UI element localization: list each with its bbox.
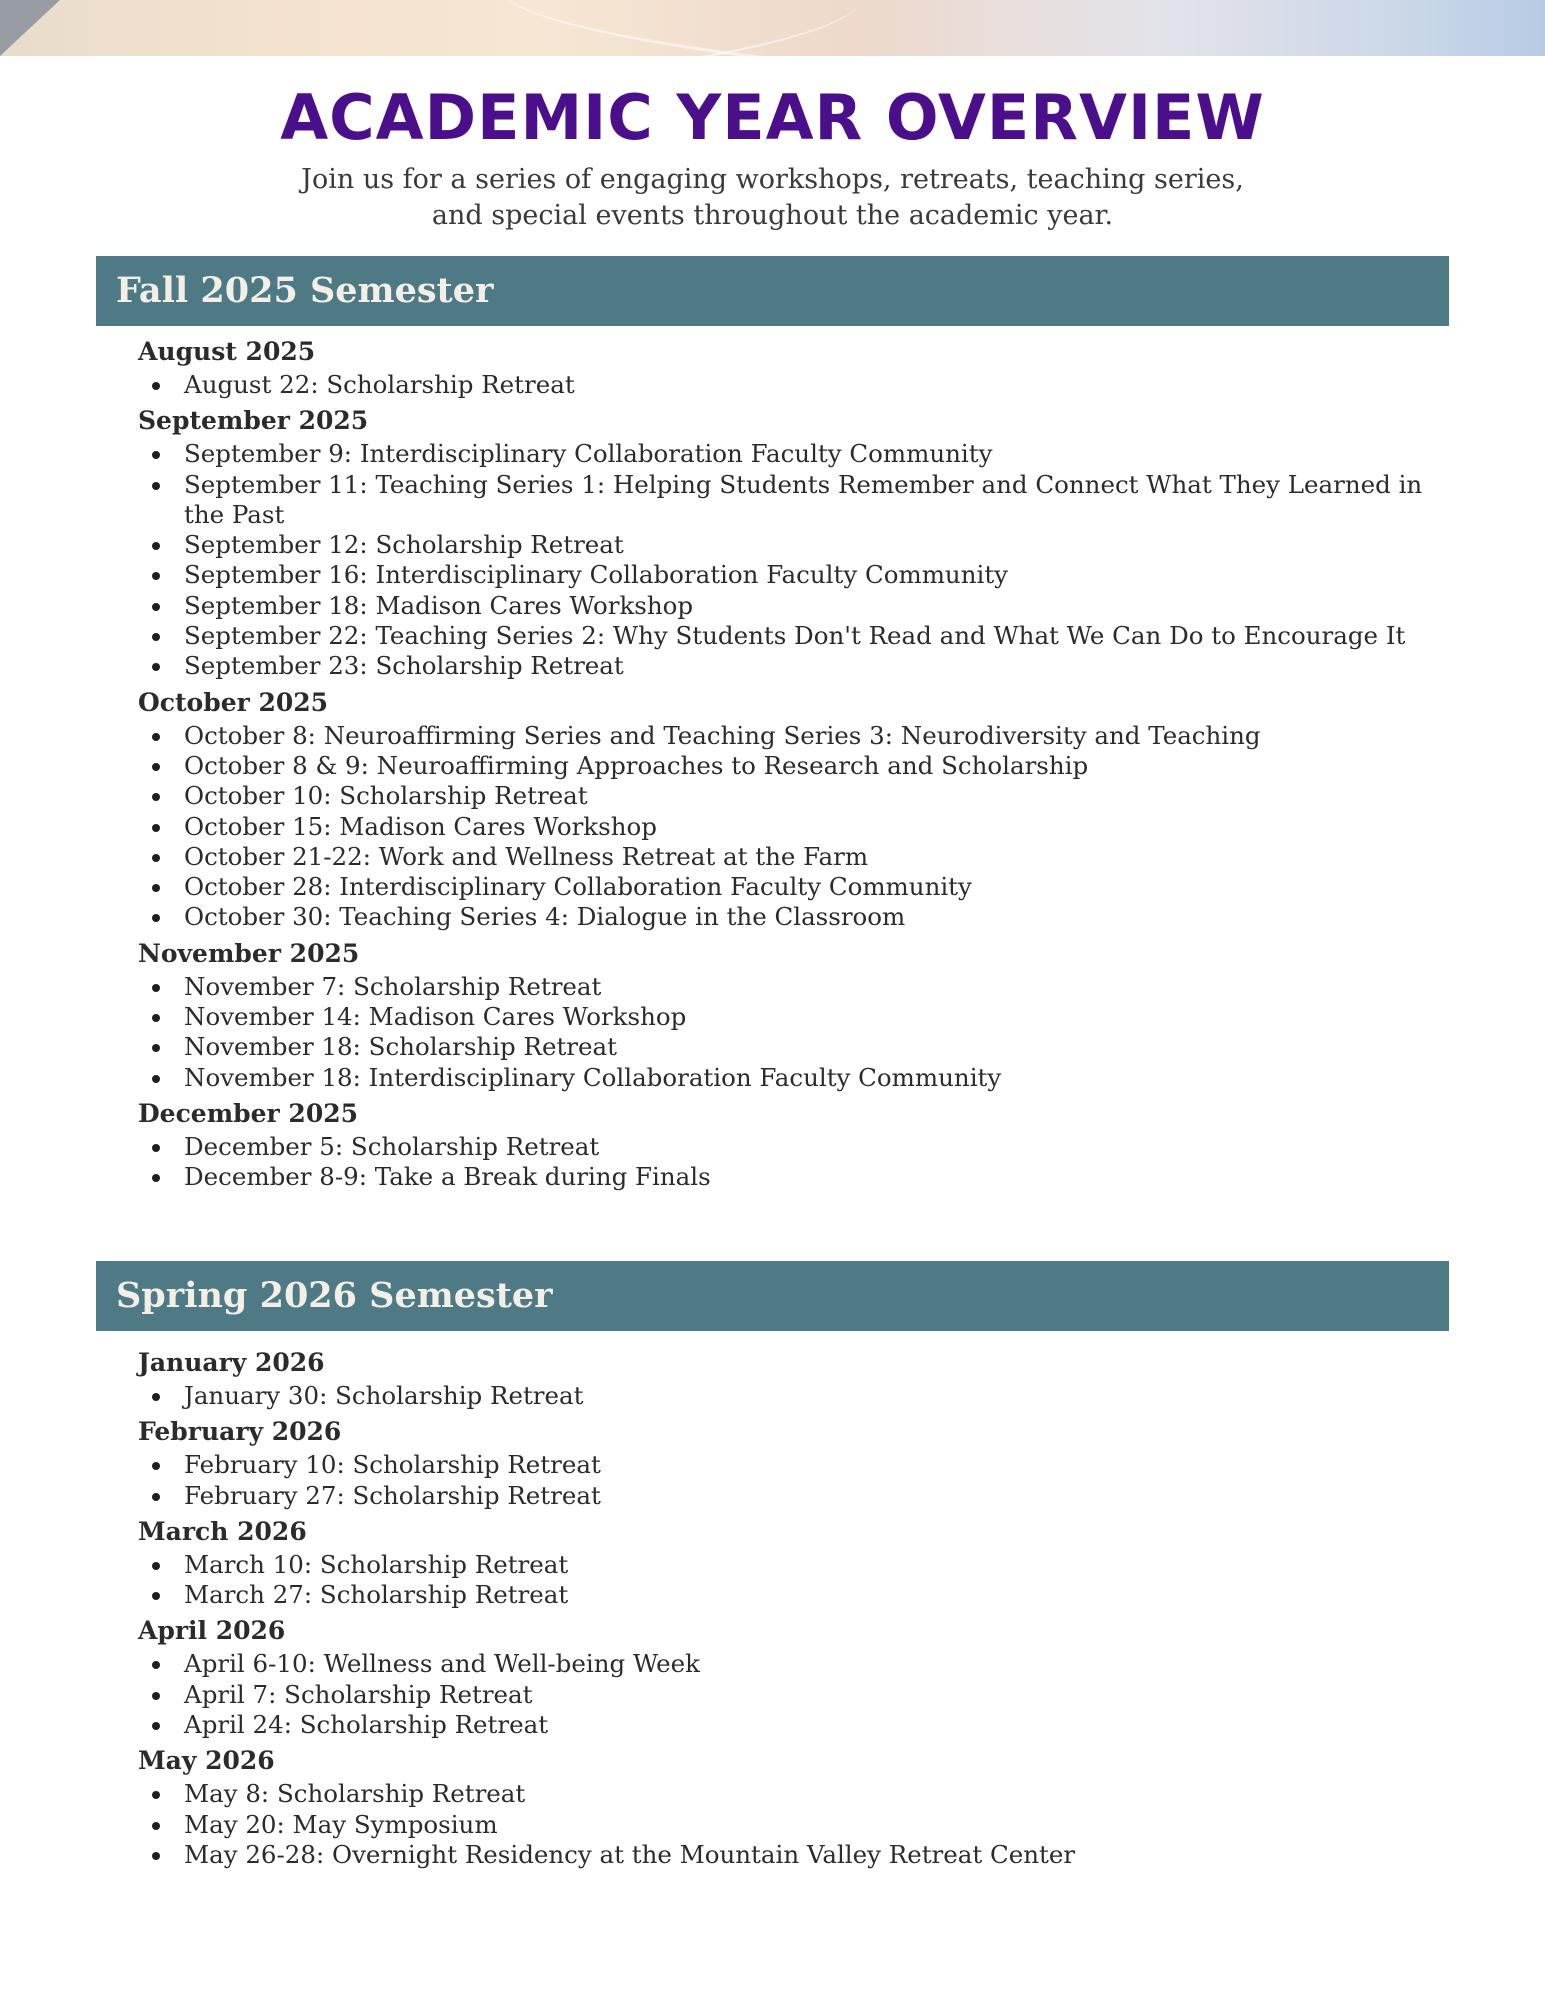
month-heading: September 2025: [138, 406, 369, 436]
fall-semester-bar: [96, 256, 1449, 326]
spring-semester-schedule: [138, 1346, 1438, 1874]
event-item: [138, 781, 1424, 811]
event-text: October 8 & 9: Neuroaffirming Approaches to Research and Scholarship: [184, 750, 1089, 780]
event-text: April 6-10: Wellness and Well-being Week: [184, 1649, 700, 1679]
event-text: December 8-9: Take a Break during Finals: [184, 1162, 711, 1192]
event-list: [138, 439, 1438, 681]
spring-semester-title: Spring 2026 Semester: [116, 1275, 553, 1316]
subtitle-line: Join us for a series of engaging workshops, retreats, teaching series,: [301, 164, 1244, 195]
bullet-icon: [152, 633, 160, 641]
event-text: November 14: Madison Cares Workshop: [184, 1002, 687, 1032]
bullet-icon: [152, 1722, 160, 1730]
event-item: [138, 1132, 1424, 1162]
bullet-icon: [152, 733, 160, 741]
month-heading: March 2026: [138, 1516, 307, 1546]
bullet-icon: [152, 854, 160, 862]
event-text: November 18: Interdisciplinary Collaboration Faculty Community: [184, 1062, 1002, 1092]
event-item: [138, 560, 1424, 590]
event-item: [138, 591, 1424, 621]
month-heading: January 2026: [138, 1348, 325, 1377]
event-list: [138, 1649, 1438, 1740]
fall-semester-title: Fall 2025 Semester: [116, 270, 494, 311]
bullet-icon: [152, 1075, 160, 1083]
month-heading: February 2026: [138, 1417, 342, 1447]
event-item: [138, 1450, 1424, 1480]
event-list: [138, 1381, 1438, 1411]
bullet-icon: [152, 603, 160, 611]
bullet-icon: [152, 1393, 160, 1401]
event-text: September 18: Madison Cares Workshop: [184, 590, 694, 620]
event-text: October 10: Scholarship Retreat: [184, 781, 588, 811]
event-text: August 22: Scholarship Retreat: [184, 370, 575, 399]
month-heading: May 2026: [138, 1746, 275, 1776]
bullet-icon: [152, 663, 160, 671]
event-text: May 26-28: Overnight Residency at the Mountain Valley Retreat Center: [184, 1839, 1076, 1869]
event-item: [138, 721, 1424, 751]
event-list: [138, 1450, 1438, 1511]
event-list: [138, 721, 1438, 933]
event-item: [138, 1840, 1424, 1870]
top-banner: [0, 0, 1545, 56]
event-item: [138, 872, 1424, 902]
event-text: September 23: Scholarship Retreat: [184, 651, 624, 681]
event-item: [138, 1810, 1424, 1840]
month-heading: November 2025: [138, 938, 360, 968]
event-item: [138, 812, 1424, 842]
bullet-icon: [152, 1493, 160, 1501]
event-list: [138, 1550, 1438, 1611]
event-text: October 28: Interdisciplinary Collaboration Faculty Community: [184, 872, 972, 902]
event-item: [138, 1162, 1424, 1192]
event-item: [138, 972, 1424, 1002]
bullet-icon: [152, 884, 160, 892]
event-item: [138, 1779, 1424, 1809]
bullet-icon: [152, 1692, 160, 1700]
event-item: [138, 1680, 1424, 1710]
page-header: [0, 78, 1545, 234]
event-text: October 21-22: Work and Wellness Retreat at the Farm: [184, 841, 869, 871]
spring-semester-bar: [96, 1261, 1449, 1331]
event-text: December 5: Scholarship Retreat: [184, 1131, 600, 1161]
month-heading: October 2025: [138, 687, 329, 717]
event-item: [138, 370, 1424, 400]
event-list: [138, 1779, 1438, 1870]
event-text: September 22: Teaching Series 2: Why Students Don't Read and What We Can Do to Encourage It: [184, 621, 1406, 651]
event-text: February 27: Scholarship Retreat: [184, 1480, 601, 1510]
page-title: ACADEMIC YEAR OVERVIEW: [280, 81, 1265, 154]
bullet-icon: [152, 1661, 160, 1669]
bullet-icon: [152, 1014, 160, 1022]
bullet-icon: [152, 542, 160, 550]
event-text: March 10: Scholarship Retreat: [184, 1549, 569, 1579]
event-text: September 9: Interdisciplinary Collaboration Faculty Community: [184, 439, 993, 469]
fall-semester-schedule: [138, 335, 1438, 1197]
event-item: [138, 1063, 1424, 1093]
event-item: [138, 842, 1424, 872]
event-text: May 8: Scholarship Retreat: [184, 1779, 526, 1809]
bullet-icon: [152, 1822, 160, 1830]
bullet-icon: [152, 1044, 160, 1052]
bullet-icon: [152, 1791, 160, 1799]
event-item: [138, 751, 1424, 781]
event-text: October 8: Neuroaffirming Series and Teaching Series 3: Neurodiversity and Teaching: [184, 720, 1261, 750]
event-item: [138, 1032, 1424, 1062]
bullet-icon: [152, 763, 160, 771]
event-item: [138, 651, 1424, 681]
event-text: November 7: Scholarship Retreat: [184, 971, 602, 1001]
event-list: [138, 1132, 1438, 1193]
subtitle-line: and special events throughout the academic year.: [431, 200, 1114, 231]
event-text: May 20: May Symposium: [184, 1809, 498, 1839]
event-text: October 30: Teaching Series 4: Dialogue in the Classroom: [184, 902, 906, 932]
bullet-icon: [152, 482, 160, 490]
event-text: November 18: Scholarship Retreat: [184, 1032, 617, 1062]
event-item: [138, 1580, 1424, 1610]
event-item: [138, 1481, 1424, 1511]
month-heading: August 2025: [138, 337, 316, 366]
event-list: [138, 370, 1438, 400]
bullet-icon: [152, 572, 160, 580]
event-item: [138, 470, 1424, 531]
event-text: February 10: Scholarship Retreat: [184, 1450, 601, 1480]
event-item: [138, 621, 1424, 651]
bullet-icon: [152, 382, 160, 390]
month-heading: April 2026: [138, 1616, 286, 1646]
bullet-icon: [152, 914, 160, 922]
bullet-icon: [152, 1592, 160, 1600]
event-item: [138, 902, 1424, 932]
event-text: September 11: Teaching Series 1: Helping Students Remember and Connect What They Learned in the Past: [184, 469, 1423, 529]
event-list: [138, 972, 1438, 1093]
bullet-icon: [152, 1174, 160, 1182]
bullet-icon: [152, 984, 160, 992]
bullet-icon: [152, 824, 160, 832]
event-item: [138, 530, 1424, 560]
event-item: [138, 1381, 1424, 1411]
bullet-icon: [152, 451, 160, 459]
event-item: [138, 1649, 1424, 1679]
event-item: [138, 1710, 1424, 1740]
bullet-icon: [152, 1852, 160, 1860]
event-text: April 24: Scholarship Retreat: [184, 1710, 549, 1740]
event-text: September 16: Interdisciplinary Collaboration Faculty Community: [184, 560, 1009, 590]
event-text: January 30: Scholarship Retreat: [184, 1381, 584, 1410]
bullet-icon: [152, 1562, 160, 1570]
month-heading: December 2025: [138, 1098, 359, 1128]
event-text: October 15: Madison Cares Workshop: [184, 811, 657, 841]
event-item: [138, 1002, 1424, 1032]
bullet-icon: [152, 1462, 160, 1470]
bullet-icon: [152, 1144, 160, 1152]
event-text: September 12: Scholarship Retreat: [184, 530, 624, 560]
event-item: [138, 1550, 1424, 1580]
event-text: March 27: Scholarship Retreat: [184, 1580, 569, 1610]
event-item: [138, 439, 1424, 469]
page-subtitle: [173, 162, 1373, 234]
event-text: April 7: Scholarship Retreat: [184, 1679, 533, 1709]
bullet-icon: [152, 793, 160, 801]
